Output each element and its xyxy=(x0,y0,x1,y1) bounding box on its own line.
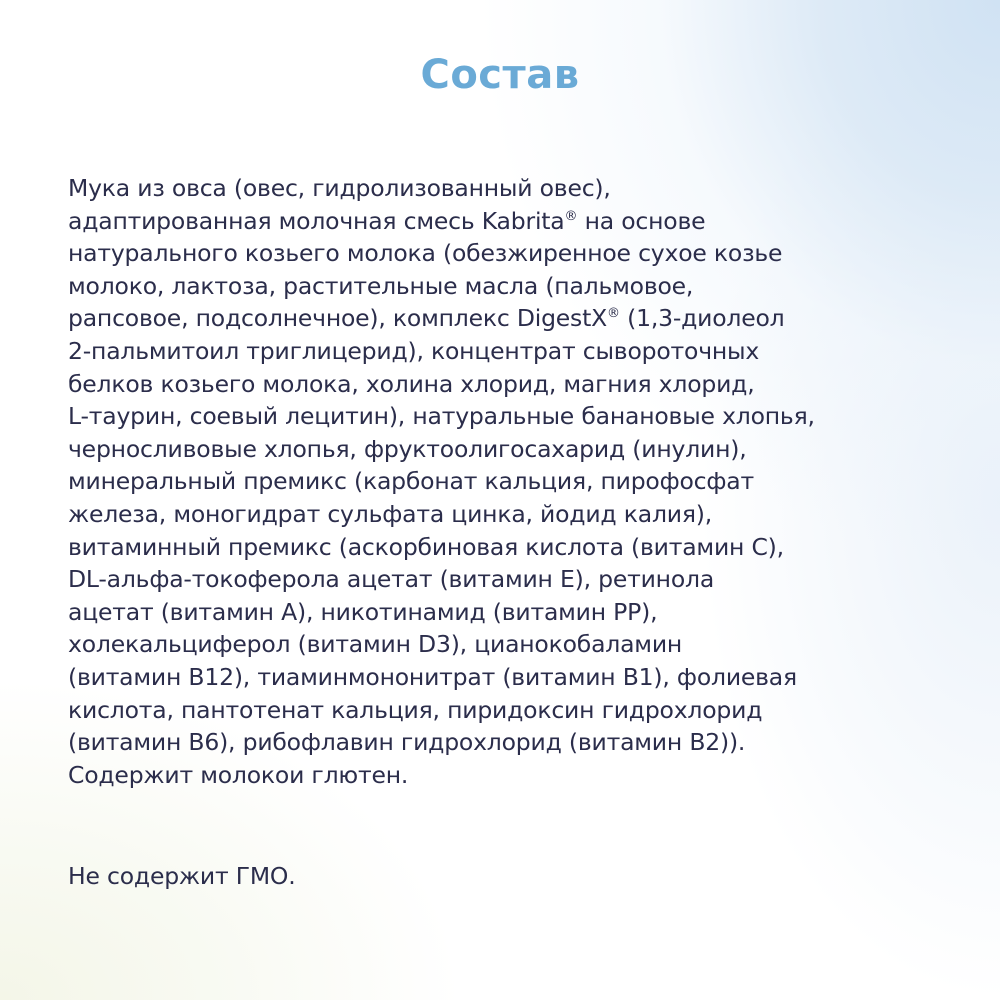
composition-line: молоко, лактоза, растительные масла (пальмовое, xyxy=(68,271,694,300)
composition-line: 2-пальмитоил триглицерид), концентрат сывороточных xyxy=(68,336,760,365)
composition-line: белков козьего молока, холина хлорид, магния хлорид, xyxy=(68,369,755,398)
composition-line: Мука из овса (овес, гидролизованный овес), xyxy=(68,174,611,202)
composition-line: черносливовые хлопья, фруктоолигосахарид (инулин), xyxy=(68,434,747,463)
composition-line: (витамин В12), тиаминмононитрат (витамин В1), фолиевая xyxy=(68,662,797,691)
registered-mark: ® xyxy=(564,208,578,224)
composition-line: L-таурин, соевый лецитин), натуральные банановые хлопья, xyxy=(68,402,815,431)
registered-mark: ® xyxy=(607,306,620,322)
composition-line: минеральный премикс (карбонат кальция, пирофосфат xyxy=(68,467,754,496)
composition-line-part: рапсовое, подсолнечное), комплекс DigestX xyxy=(68,304,608,333)
composition-line: кислота, пантотенат кальция, пиридоксин гидрохлорид xyxy=(68,695,763,724)
composition-line: ацетат (витамин А), никотинамид (витамин РР), xyxy=(68,597,658,626)
composition-line: железа, моногидрат сульфата цинка, йодид калия), xyxy=(68,499,713,528)
composition-line: холекальциферол (витамин D3), цианокобаламин xyxy=(68,630,683,659)
composition-line xyxy=(68,205,968,238)
composition-line-part: (1,3-диолеол xyxy=(619,304,785,333)
gmo-note: Не содержит ГМО. xyxy=(68,862,296,890)
composition-line-part: на основе xyxy=(577,206,706,235)
composition-line-part: адаптированная молочная смесь Kabrita xyxy=(68,206,565,235)
page-title: Состав xyxy=(420,52,580,98)
allergen-note: Содержит молокои глютен. xyxy=(68,760,409,789)
composition-text xyxy=(68,172,968,791)
composition-line: витаминный премикс (аскорбиновая кислота (витамин С), xyxy=(68,532,784,561)
composition-line: (витамин В6), рибофлавин гидрохлорид (витамин В2)). xyxy=(68,728,746,757)
composition-line xyxy=(68,302,968,335)
composition-line: натурального козьего молока (обезжиренное сухое козье xyxy=(68,239,783,268)
composition-line: DL-альфа-токоферола ацетат (витамин Е), ретинола xyxy=(68,565,715,594)
